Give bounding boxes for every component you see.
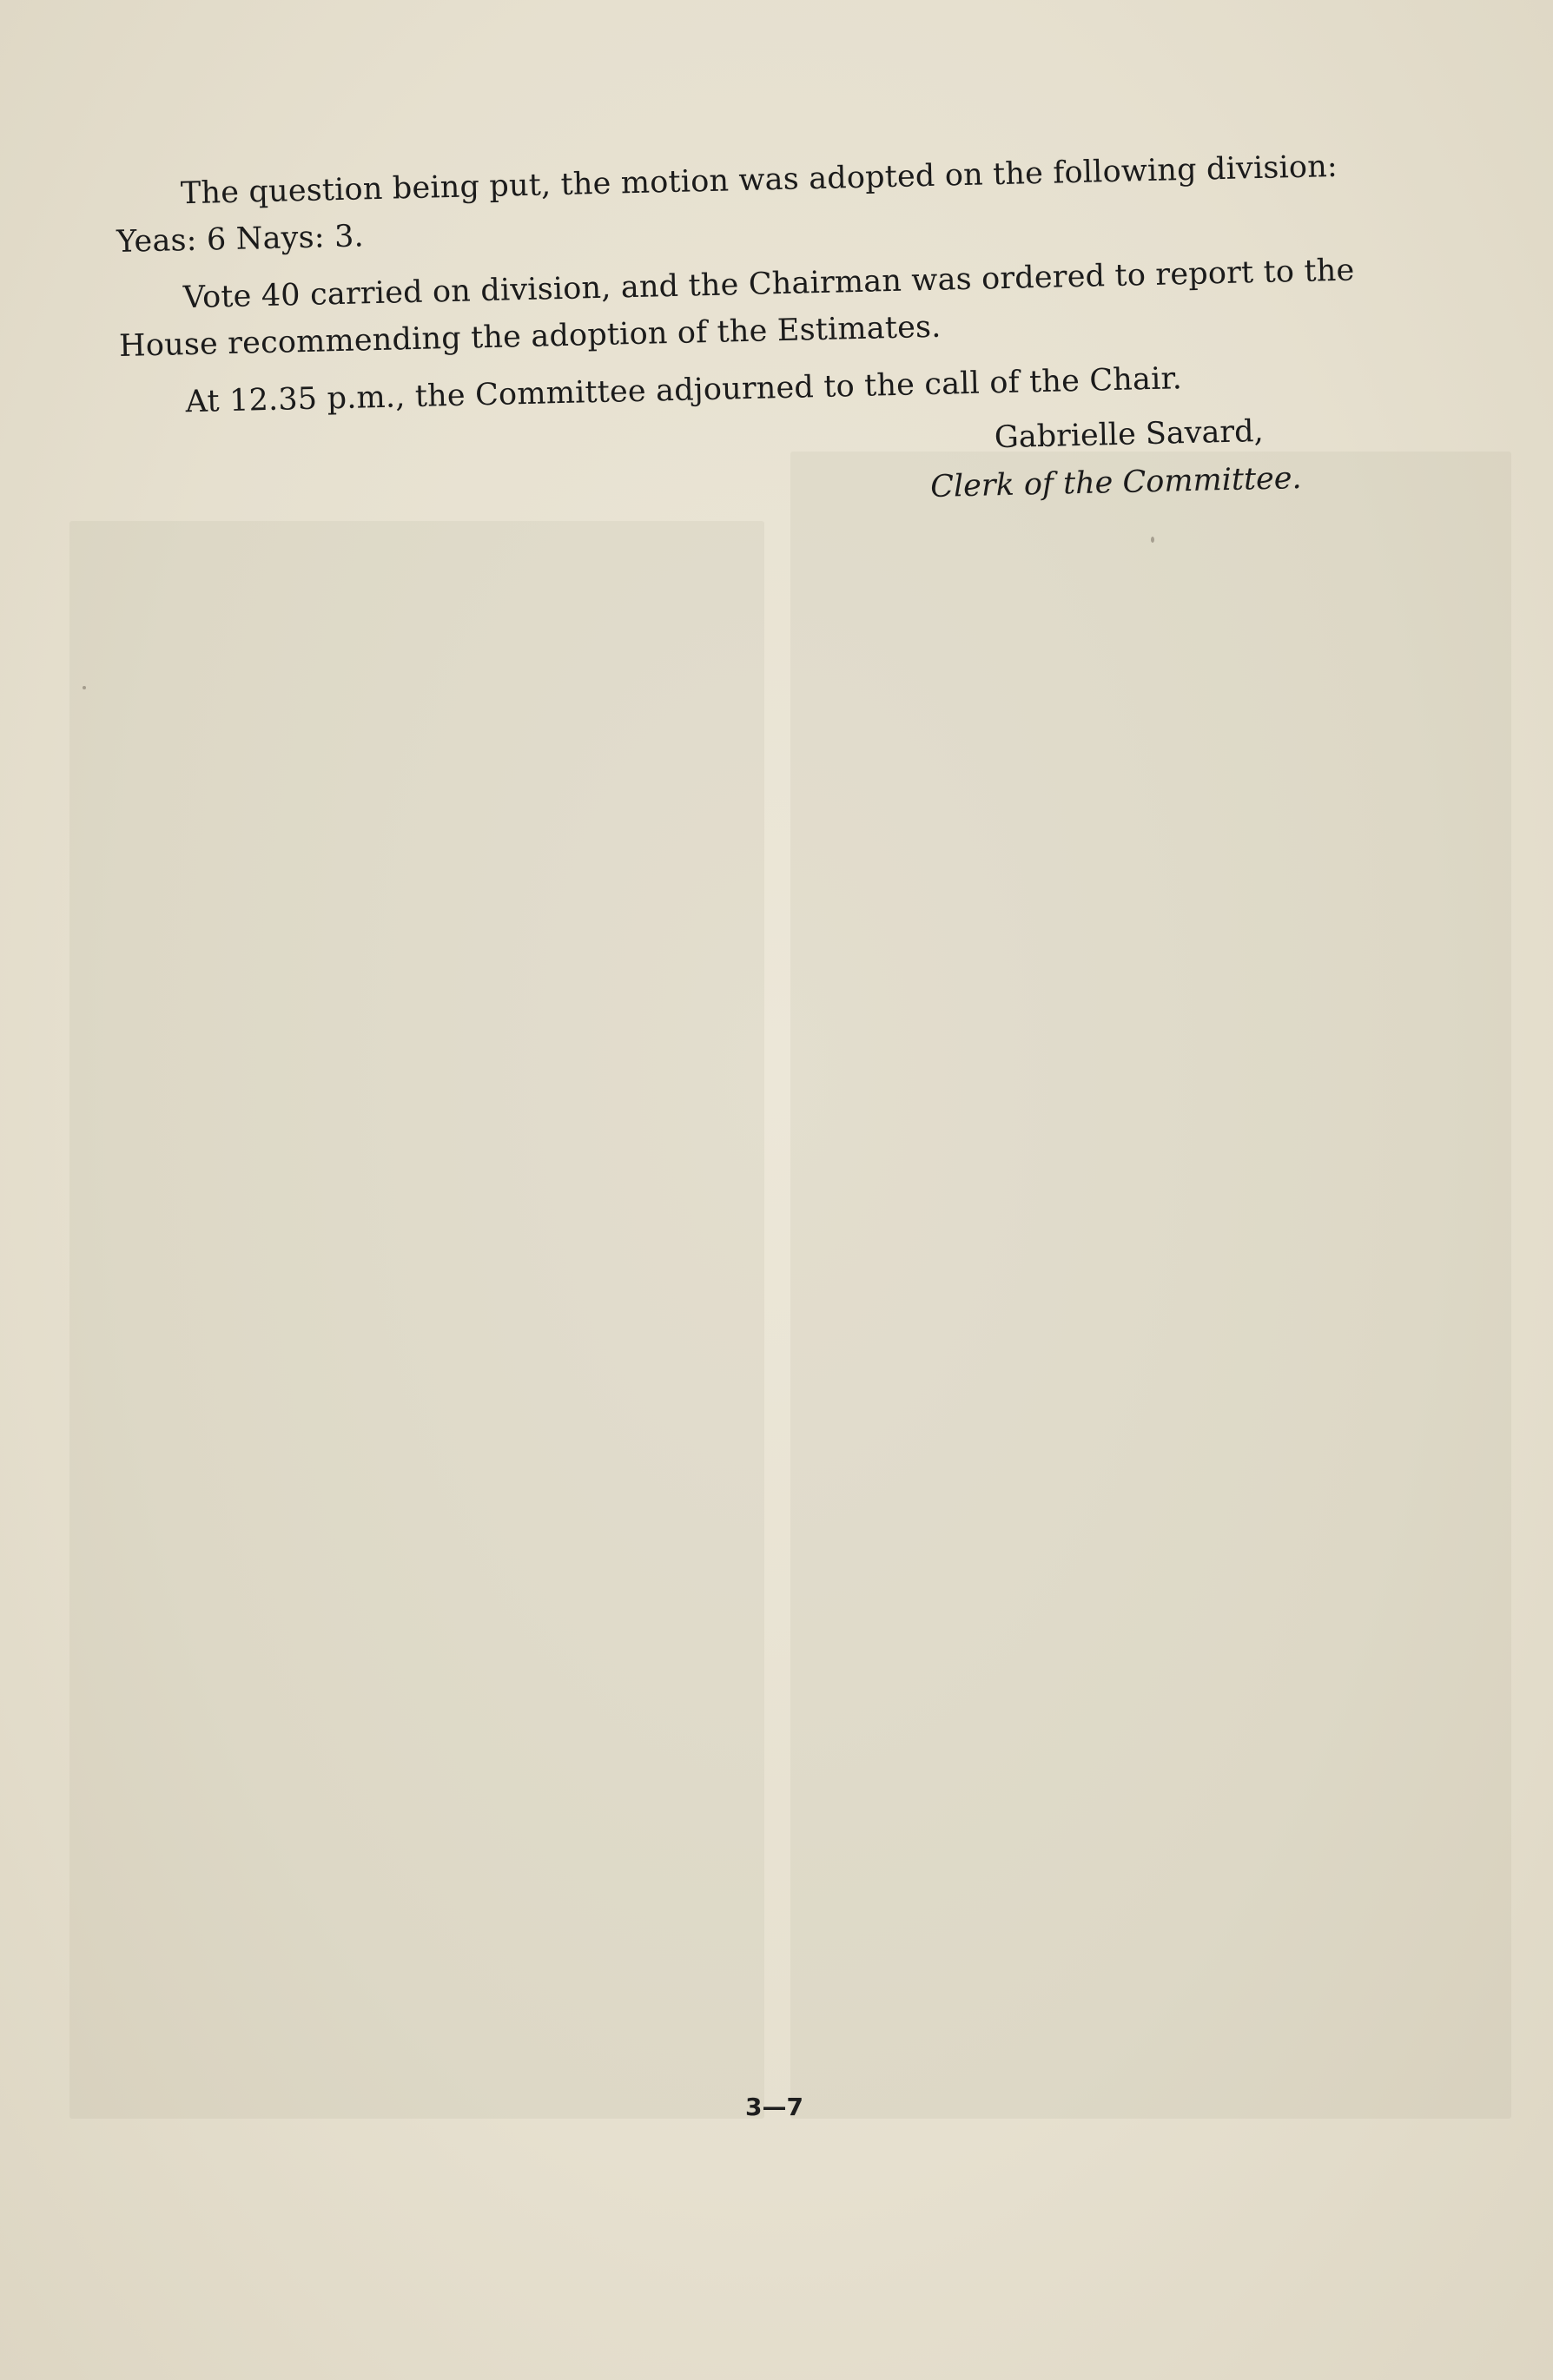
page-number: 3—7 [745,2093,803,2121]
vote-carried-line-1: Vote 40 carried on division, and the Chairman was ordered to report to the [182,253,1355,316]
clerk-title: Clerk of the Committee. [929,460,1303,505]
division-result-line-2: Yeas: 6 Nays: 3. [116,219,365,260]
vote-carried-line-2: House recommending the adoption of the Estimates. [118,309,942,364]
ink-speck [83,686,86,689]
bleed-through-left-column [69,521,764,2119]
ink-speck [1151,537,1154,543]
clerk-name: Gabrielle Savard, [994,413,1265,456]
division-result-line-1: The question being put, the motion was adopted on the following division: [180,148,1338,212]
minutes-text-block [0,0,1553,626]
bleed-through-right-column [790,452,1511,2119]
adjournment-line: At 12.35 p.m., the Committee adjourned to the call of the Chair. [185,361,1183,420]
